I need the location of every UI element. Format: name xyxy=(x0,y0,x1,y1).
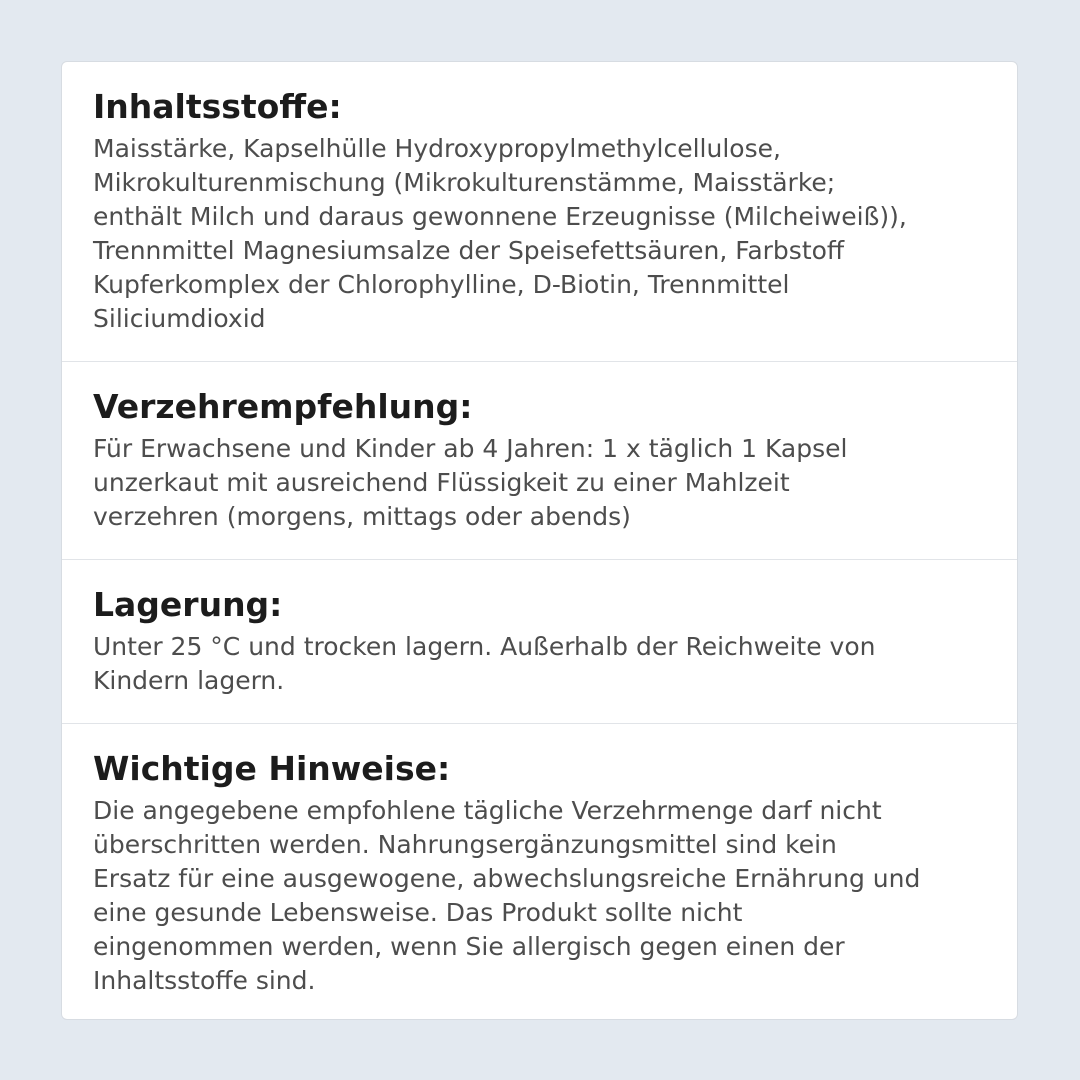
consumption-recommendation-title: Verzehrempfehlung: xyxy=(93,387,473,426)
important-notes-title: Wichtige Hinweise: xyxy=(93,749,451,788)
storage-title: Lagerung: xyxy=(93,585,283,624)
consumption-recommendation-text: Für Erwachsene und Kinder ab 4 Jahren: 1 x täglich 1 Kapsel unzerkaut mit ausreichend Flüssigkeit zu einer Mahlzeit verzehren (morgens, mittags oder abends) xyxy=(93,434,848,531)
important-notes-section xyxy=(62,724,1017,1019)
ingredients-text: Maisstärke, Kapselhülle Hydroxypropylmethylcellulose, Mikrokulturenmischung (Mikrokulturenstämme, Maisstärke; enthält Milch und daraus gewonnene Erzeugnisse (Milcheiweiß)), Trennmittel Magnesiumsalze der Speisefettsäuren, Farbstoff Kupferkomplex der Chlorophylline, D-Biotin, Trennmittel Siliciumdioxid xyxy=(93,134,907,333)
storage-text: Unter 25 °C und trocken lagern. Außerhalb der Reichweite von Kindern lagern. xyxy=(93,632,876,695)
product-info-card xyxy=(61,61,1018,1020)
storage-section xyxy=(62,560,1017,724)
important-notes-text: Die angegebene empfohlene tägliche Verzehrmenge darf nicht überschritten werden. Nahrungsergänzungsmittel sind kein Ersatz für eine ausgewogene, abwechslungsreiche Ernährung und eine gesunde Lebensweise. Das Produkt sollte nicht eingenommen werden, wenn Sie allergisch gegen einen der Inhaltsstoffe sind. xyxy=(93,796,921,995)
consumption-recommendation-section xyxy=(62,362,1017,560)
ingredients-section xyxy=(62,62,1017,362)
ingredients-title: Inhaltsstoffe: xyxy=(93,87,342,126)
